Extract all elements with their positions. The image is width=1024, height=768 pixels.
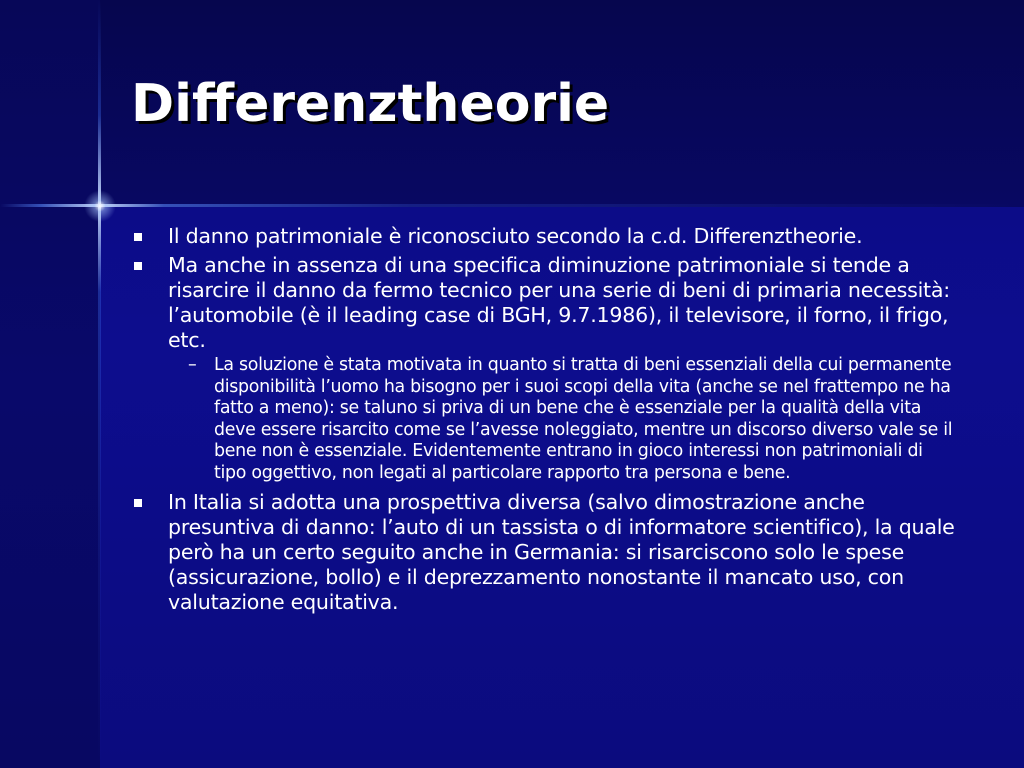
- bullet-list: [130, 224, 960, 619]
- bullet-text: Ma anche in assenza di una specifica diminuzione patrimoniale si tende a risarcire il danno da fermo tecnico per una serie di beni di primaria necessità: l’automobile (è il leading case di BGH, 9.7.1986), il televisore, il forno, il frigo, etc.: [168, 253, 950, 352]
- square-bullet-icon: [134, 233, 142, 241]
- sub-bullet-list: [168, 355, 960, 484]
- horizontal-light-flare: [0, 204, 1024, 207]
- square-bullet-icon: [134, 262, 142, 270]
- bullet-text: Il danno patrimoniale è riconosciuto secondo la c.d. Differenztheorie.: [168, 224, 863, 248]
- slide-title: Differenztheorie: [131, 74, 610, 134]
- vertical-light-flare: [98, 0, 101, 768]
- sub-bullet-item: [168, 355, 960, 484]
- bullet-text: In Italia si adotta una prospettiva diversa (salvo dimostrazione anche presuntiva di danno: l’auto di un tassista o di informatore scientifico), la quale però ha un certo seguito anche in Germania: si risarciscono solo le spese (assicurazione, bollo) e il deprezzamento nonostante il mancato uso, con valutazione equitativa.: [168, 490, 955, 614]
- sub-bullet-text: La soluzione è stata motivata in quanto si tratta di beni essenziali della cui permanente disponibilità l’uomo ha bisogno per i suoi scopi della vita (anche se nel frattempo ne ha fatto a meno): se taluno si priva di un bene che è essenziale per la qualità della vita deve essere risarcito come se l’avesse noleggiato, mentre un discorso diverso vale se il bene non è essenziale. Evidentemente entrano in gioco interessi non patrimoniali di tipo oggettivo, non legati al particolare rapporto tra persona e bene.: [214, 355, 953, 483]
- bullet-item: [130, 224, 960, 249]
- square-bullet-icon: [134, 499, 142, 507]
- dash-bullet-marker: –: [188, 355, 197, 375]
- bullet-item: [130, 253, 960, 484]
- left-background-band: [0, 0, 100, 768]
- light-flare-star: [84, 190, 116, 222]
- bullet-item: [130, 490, 960, 615]
